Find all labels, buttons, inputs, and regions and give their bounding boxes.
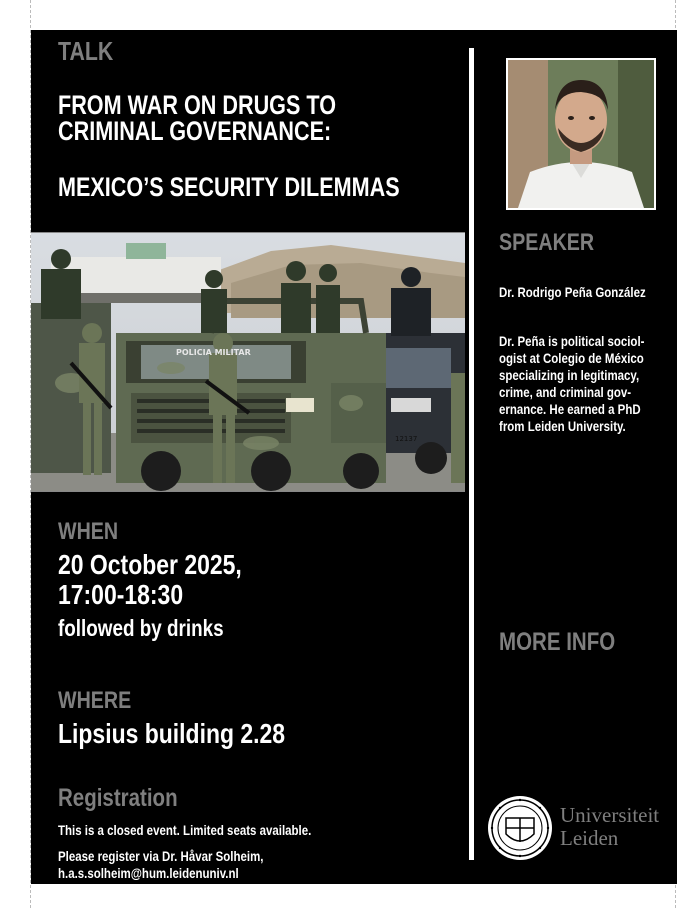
speaker-bio-line: specializing in legitimacy, [499, 367, 640, 383]
speaker-bio-line: ogist at Colegio de México [499, 350, 644, 366]
university-seal-icon [486, 790, 558, 866]
speaker-portrait-illustration [508, 60, 654, 208]
registration-note: This is a closed event. Limited seats available. [58, 822, 312, 838]
when-date [58, 550, 242, 610]
registration-contact: Please register via Dr. Håvar Solheim, [58, 848, 264, 864]
university-name-line-2: Leiden [560, 826, 619, 850]
registration-label: Registration [58, 784, 178, 812]
speaker-bio [499, 333, 644, 435]
speaker-photo [506, 58, 656, 210]
more-info-label: MORE INFO [499, 628, 616, 656]
speaker-name: Dr. Rodrigo Peña González [499, 284, 646, 300]
vehicle-lettering: POLICIA MILITAR [176, 348, 251, 357]
military-convoy-photo [31, 232, 465, 492]
where-label: WHERE [58, 687, 132, 714]
when-label: WHEN [58, 518, 119, 545]
column-divider [469, 48, 474, 860]
event-time: 17:00-18:30 [58, 579, 184, 610]
speaker-label: SPEAKER [499, 229, 595, 256]
speaker-bio-line: ernance. He earned a PhD [499, 401, 641, 417]
speaker-bio-line: from Leiden University. [499, 418, 626, 434]
university-logo [486, 790, 676, 866]
registration-email-link[interactable]: h.a.s.solheim@hum.leidenuniv.nl [58, 865, 239, 881]
event-date: 20 October 2025, [58, 549, 242, 580]
speaker-bio-line: crime, and criminal gov- [499, 384, 632, 400]
event-extra: followed by drinks [58, 615, 224, 641]
vehicle-plate: 12137 [395, 435, 418, 443]
university-name [560, 804, 659, 850]
talk-title-line-2: CRIMINAL GOVERNANCE: [58, 116, 332, 146]
talk-title-line-1: FROM WAR ON DRUGS TO [58, 90, 336, 120]
talk-subtitle: MEXICO’S SECURITY DILEMMAS [58, 172, 400, 202]
military-convoy-illustration [31, 233, 465, 491]
speaker-bio-line: Dr. Peña is political sociol- [499, 333, 645, 349]
talk-title [58, 92, 336, 144]
event-poster [31, 30, 677, 884]
talk-label: TALK [58, 36, 114, 66]
event-location: Lipsius building 2.28 [58, 718, 286, 749]
university-name-line-1: Universiteit [560, 803, 660, 827]
